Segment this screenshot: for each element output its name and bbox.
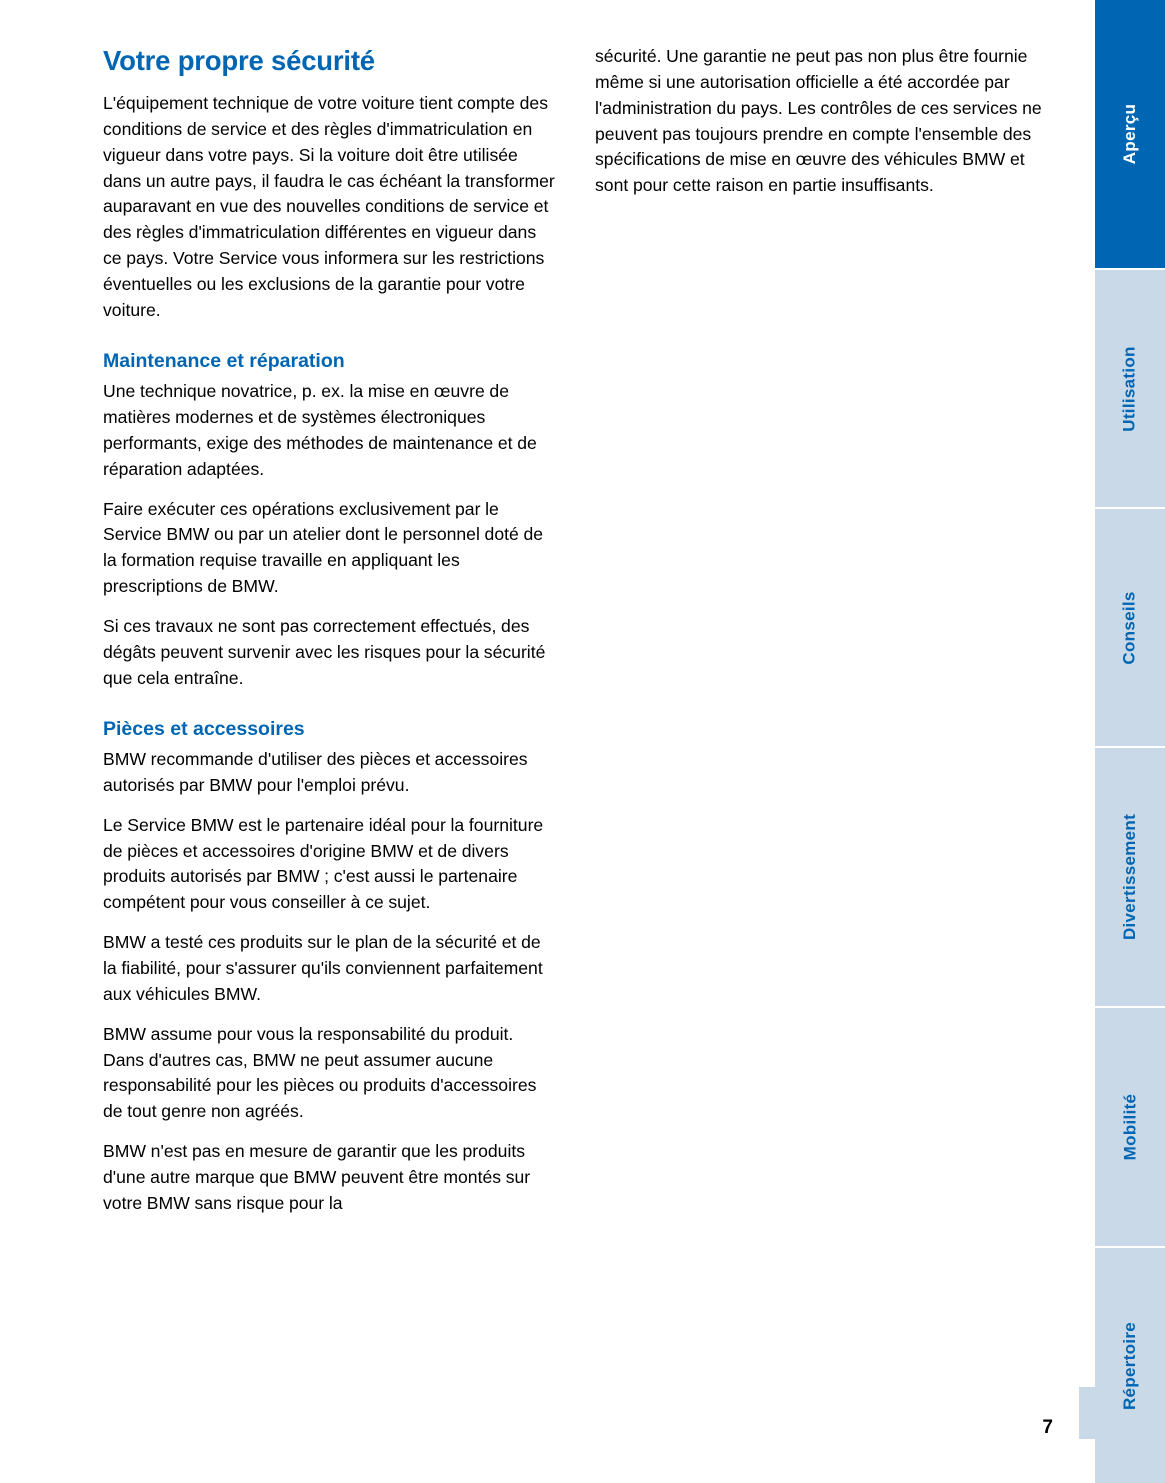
tab-repertoire[interactable] (1095, 1248, 1165, 1483)
parts-paragraph-4: BMW assume pour vous la responsabilité du produit. Dans d'autres cas, BMW ne peut assumer aucune responsabilité pour les pièces ou produits d'accessoires de tout genre non agréés. (103, 1023, 537, 1122)
continuation-paragraph: sécurité. Une garantie ne peut pas non plus être fournie même si une autorisation officielle a été accordée par l'administration du pays. Les contrôles de ces services ne peuvent pas toujours prendre en compte l'ensemble des spécifications de mise en œuvre des véhicules BMW et sont pour cette raison en partie insuffisants. (595, 46, 1042, 196)
section-heading-parts-accessories: Pièces et accessoires (103, 717, 305, 740)
tab-conseils-label: Conseils (1120, 590, 1140, 665)
maintenance-paragraph-1: Une technique novatrice, p. ex. la mise en œuvre de matières modernes et de systèmes électroniques performants, exige des méthodes de maintenance et de réparation adaptées. (103, 381, 537, 479)
tab-conseils[interactable] (1095, 509, 1165, 746)
page-body (103, 44, 1053, 1374)
tab-apercu[interactable] (1095, 0, 1165, 268)
tab-divertissement[interactable] (1095, 748, 1165, 1006)
maintenance-paragraph-2: Faire exécuter ces opérations exclusivement par le Service BMW ou par un atelier dont le personnel doté de la formation requise travaille en appliquant les prescriptions de BMW. (103, 498, 544, 597)
right-column (595, 44, 1051, 214)
page-footer (0, 1405, 1095, 1445)
tab-utilisation-label: Utilisation (1120, 345, 1140, 432)
left-column (103, 44, 559, 1231)
tab-mobilite-label: Mobilité (1120, 1093, 1139, 1161)
tab-utilisation[interactable] (1095, 270, 1165, 507)
parts-paragraph-3: BMW a testé ces produits sur le plan de la sécurité et de la fiabilité, pour s'assurer qu'ils conviennent parfaitement aux véhicules BMW. (103, 932, 543, 1004)
parts-paragraph-1: BMW recommande d'utiliser des pièces et accessoires autorisés par BMW pour l'emploi prévu. (103, 748, 528, 795)
maintenance-paragraph-3: Si ces travaux ne sont pas correctement effectués, des dégâts peuvent survenir avec les risques pour la sécurité que cela entraîne. (103, 616, 546, 688)
parts-paragraph-5: BMW n'est pas en mesure de garantir que les produits d'une autre marque que BMW peuvent être montés sur votre BMW sans risque pour la (103, 1141, 531, 1213)
section-heading-maintenance: Maintenance et réparation (103, 349, 345, 372)
parts-paragraph-2: Le Service BMW est le partenaire idéal pour la fourniture de pièces et accessoires d'origine BMW et de divers produits autorisés par BMW ; c'est aussi le partenaire compétent pour vous conseiller à ce sujet. (103, 814, 544, 913)
tab-divertissement-label: Divertissement (1120, 813, 1139, 941)
tab-apercu-label: Aperçu (1120, 103, 1139, 165)
page-title: Votre propre sécurité (103, 45, 375, 76)
footer-accent-bar (1079, 1387, 1095, 1439)
page-number: 7 (1042, 1417, 1053, 1438)
intro-paragraph: L'équipement technique de votre voiture tient compte des conditions de service et des règles d'immatriculation en vigueur dans votre pays. Si la voiture doit être utilisée dans un autre pays, il faudra le cas échéant la transformer auparavant en vue des nouvelles conditions de service et des règles d'immatriculation différentes en vigueur dans ce pays. Votre Service vous informera sur les restrictions éventuelles ou les exclusions de la garantie pour votre voiture. (103, 93, 555, 320)
tab-mobilite[interactable] (1095, 1008, 1165, 1246)
section-tab-bar (1095, 0, 1165, 1483)
tab-repertoire-label: Répertoire (1120, 1321, 1139, 1410)
